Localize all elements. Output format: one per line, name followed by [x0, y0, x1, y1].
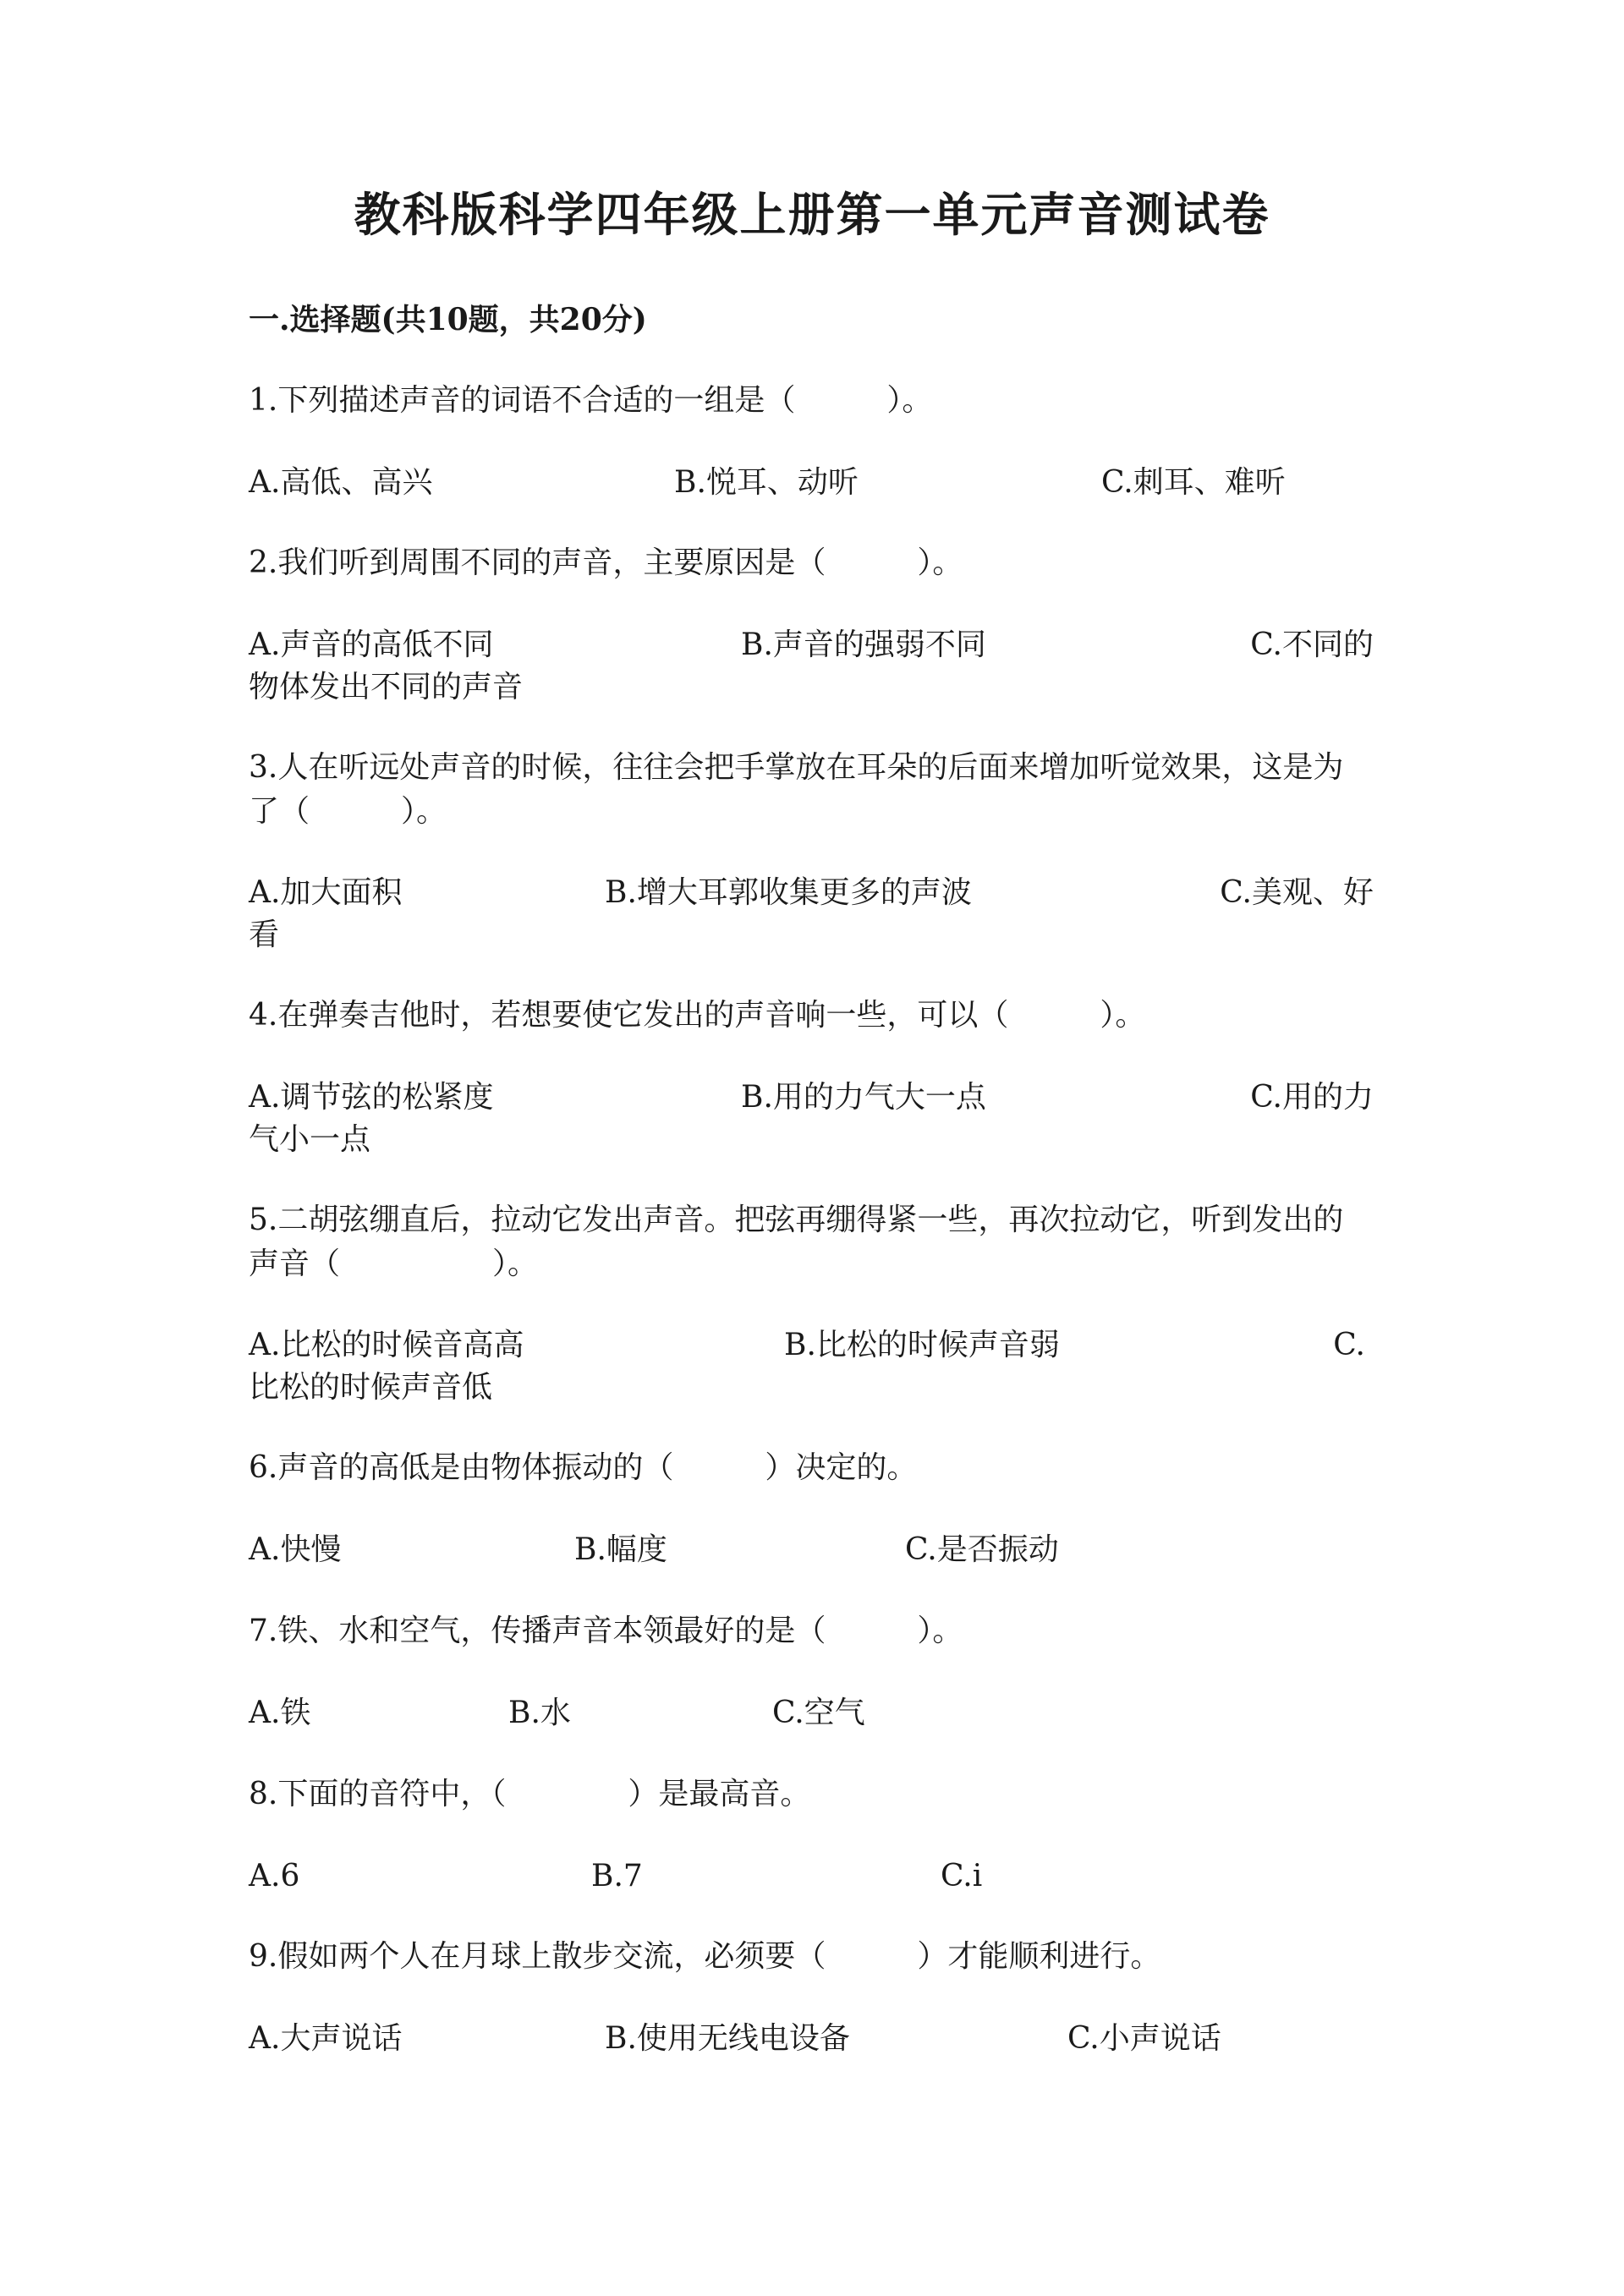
question-6-option-b[interactable]: B.幅度 — [574, 1532, 667, 1567]
question-1-stem: 1.下列描述声音的词语不合适的一组是（ ）。 — [249, 383, 933, 418]
question-6-stem: 6.声音的高低是由物体振动的（ ）决定的。 — [249, 1450, 918, 1485]
question-5-option-b[interactable]: B.比松的时候声音弱 — [784, 1328, 1060, 1362]
question-7-options — [249, 1691, 1374, 1735]
question-3-option-b[interactable]: B.增大耳郭收集更多的声波 — [605, 875, 972, 910]
question-4-option-a[interactable]: A.调节弦的松紧度 — [249, 1080, 494, 1115]
question-6-options — [249, 1528, 1374, 1572]
question-4-option-c[interactable]: C.用的力 — [1250, 1080, 1374, 1115]
page-title: 教科版科学四年级上册第一单元声音测试卷 — [354, 187, 1270, 242]
question-9-option-b[interactable]: B.使用无线电设备 — [605, 2021, 850, 2056]
question-8-options — [249, 1855, 1374, 1899]
question-6-option-a[interactable]: A.快慢 — [249, 1532, 342, 1567]
question-3-option-c-continued: 看 — [249, 918, 280, 952]
question-2-option-c-continued: 物体发出不同的声音 — [249, 670, 524, 704]
question-4-option-b[interactable]: B.用的力气大一点 — [741, 1080, 986, 1115]
question-2-stem: 2.我们听到周围不同的声音，主要原因是（ ）。 — [249, 545, 963, 580]
question-1-option-c[interactable]: C.刺耳、难听 — [1101, 465, 1286, 500]
question-9-option-a[interactable]: A.大声说话 — [249, 2021, 403, 2056]
question-8-option-a[interactable]: A.6 — [249, 1859, 300, 1893]
question-2-option-a[interactable]: A.声音的高低不同 — [249, 627, 494, 662]
question-2-options — [249, 623, 1374, 667]
question-2-option-c[interactable]: C.不同的 — [1250, 627, 1374, 662]
question-2-option-b[interactable]: B.声音的强弱不同 — [741, 627, 986, 662]
question-1-option-b[interactable]: B.悦耳、动听 — [674, 465, 859, 500]
question-5-stem: 5.二胡弦绷直后，拉动它发出声音。把弦再绷得紧一些，再次拉动它，听到发出的声音（ ）。 — [249, 1203, 1344, 1281]
question-5-option-c[interactable]: C. — [1333, 1328, 1365, 1362]
question-4-stem: 4.在弹奏吉他时，若想要使它发出的声音响一些，可以（ ）。 — [249, 998, 1146, 1033]
question-3-option-a[interactable]: A.加大面积 — [249, 875, 403, 910]
question-5-option-c-continued: 比松的时候声音低 — [249, 1370, 493, 1405]
question-9-options — [249, 2017, 1374, 2061]
question-1-option-a[interactable]: A.高低、高兴 — [249, 465, 433, 500]
question-1-options — [249, 461, 1374, 505]
question-9-stem: 9.假如两个人在月球上散步交流，必须要（ ）才能顺利进行。 — [249, 1939, 1161, 1974]
question-9-option-c[interactable]: C.小声说话 — [1067, 2021, 1221, 2056]
question-5-options — [249, 1323, 1374, 1367]
question-8-option-c[interactable]: C.i — [941, 1859, 983, 1893]
question-6-option-c[interactable]: C.是否振动 — [905, 1532, 1059, 1567]
question-3-options — [249, 871, 1374, 915]
question-8-option-b[interactable]: B.7 — [591, 1859, 643, 1893]
question-4-options — [249, 1076, 1374, 1120]
question-7-stem: 7.铁、水和空气，传播声音本领最好的是（ ）。 — [249, 1614, 963, 1648]
question-8-stem: 8.下面的音符中，（ ）是最高音。 — [249, 1777, 811, 1811]
question-7-option-c[interactable]: C.空气 — [772, 1696, 865, 1730]
question-7-option-a[interactable]: A.铁 — [249, 1696, 311, 1730]
question-3-stem: 3.人在听远处声音的时候，往往会把手掌放在耳朵的后面来增加听觉效果，这是为了（ ）。 — [249, 750, 1344, 829]
section-heading: 一.选择题(共10题，共20分) — [249, 302, 647, 337]
question-7-option-b[interactable]: B.水 — [508, 1696, 571, 1730]
question-3-option-c[interactable]: C.美观、好 — [1220, 875, 1374, 910]
question-5-option-a[interactable]: A.比松的时候音高高 — [249, 1328, 524, 1362]
question-4-option-c-continued: 气小一点 — [249, 1122, 371, 1157]
